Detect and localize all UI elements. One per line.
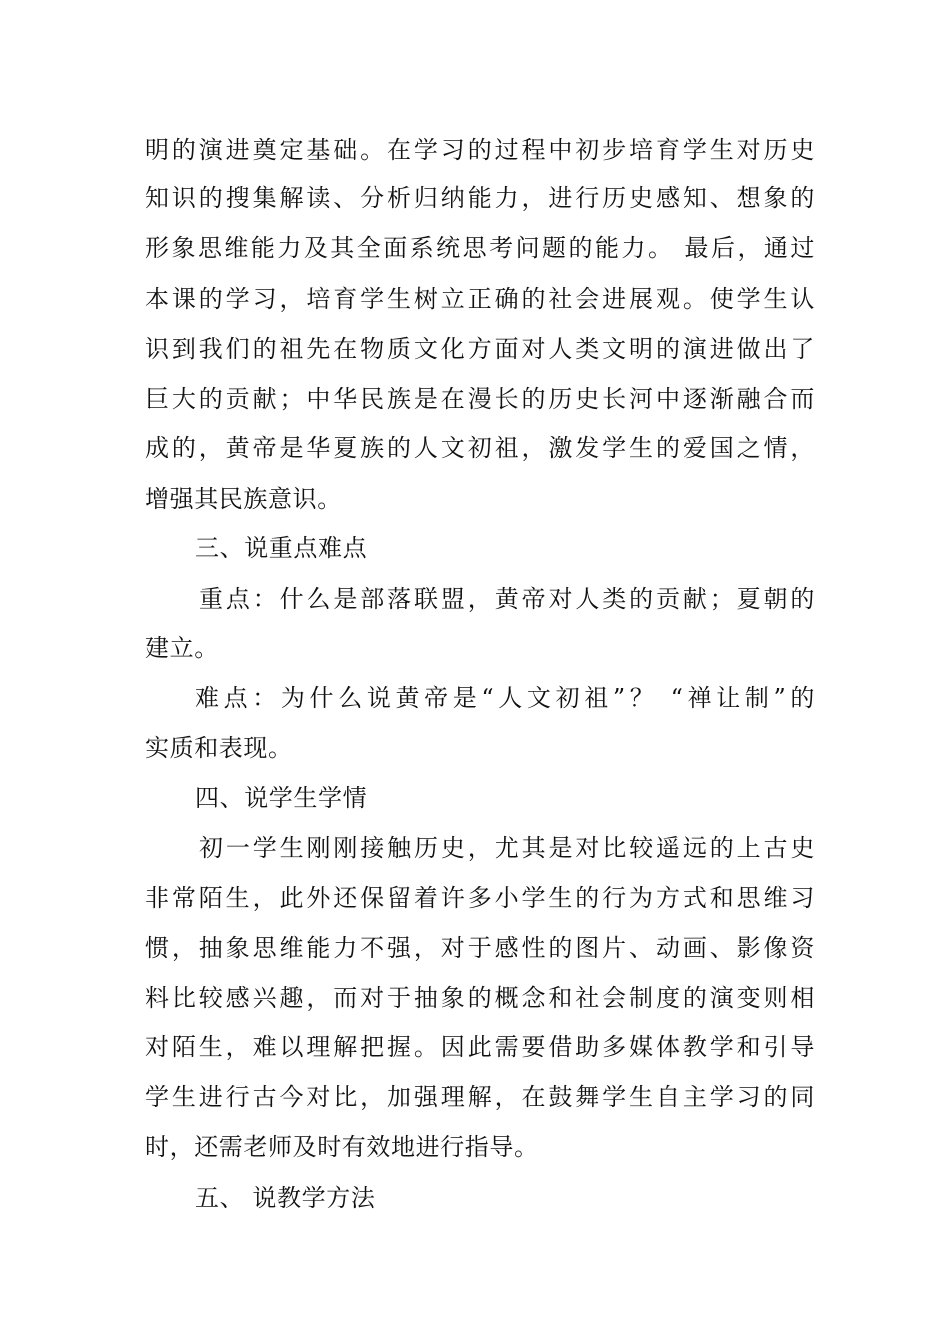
body-text-line: 时，还需老师及时有效地进行指导。	[145, 1133, 539, 1161]
body-text-line: 巨大的贡献；中华民族是在漫长的历史长河中逐渐融合而	[145, 385, 815, 413]
section-heading: 三、说重点难点	[195, 534, 368, 562]
body-text-line: 惯，抽象思维能力不强，对于感性的图片、动画、影像资	[145, 934, 815, 962]
body-text-line: 实质和表现。	[145, 734, 293, 762]
body-text-line: 识到我们的祖先在物质文化方面对人类文明的演进做出了	[145, 335, 815, 363]
body-text-line: 本课的学习，培育学生树立正确的社会进展观。使学生认	[145, 285, 815, 313]
body-text-line: 初一学生刚刚接触历史，尤其是对比较遥远的上古史	[199, 834, 815, 862]
body-text-line: 增强其民族意识。	[145, 485, 342, 513]
body-text-line: 对陌生，难以理解把握。因此需要借助多媒体教学和引导	[145, 1033, 815, 1061]
body-text-line: 料比较感兴趣，而对于抽象的概念和社会制度的演变则相	[145, 984, 815, 1012]
body-text-line: 形象思维能力及其全面系统思考问题的能力。 最后，通过	[145, 234, 815, 262]
body-text-line: 明的演进奠定基础。在学习的过程中初步培育学生对历史	[145, 136, 815, 164]
body-text-line: 非常陌生，此外还保留着许多小学生的行为方式和思维习	[145, 884, 815, 912]
body-text-line: 学生进行古今对比，加强理解，在鼓舞学生自主学习的同	[145, 1083, 815, 1111]
body-text-line: 知识的搜集解读、分析归纳能力，进行历史感知、想象的	[145, 184, 815, 212]
section-heading: 五、 说教学方法	[195, 1184, 376, 1212]
section-heading: 四、说学生学情	[195, 784, 368, 812]
body-text-line: 难点：为什么说黄帝是“人文初祖”？ “禅让制”的	[195, 684, 815, 712]
body-text-line: 成的，黄帝是华夏族的人文初祖，激发学生的爱国之情，	[145, 434, 815, 462]
body-text-line: 建立。	[145, 634, 219, 662]
body-text-line: 重点：什么是部落联盟，黄帝对人类的贡献；夏朝的	[199, 585, 815, 613]
